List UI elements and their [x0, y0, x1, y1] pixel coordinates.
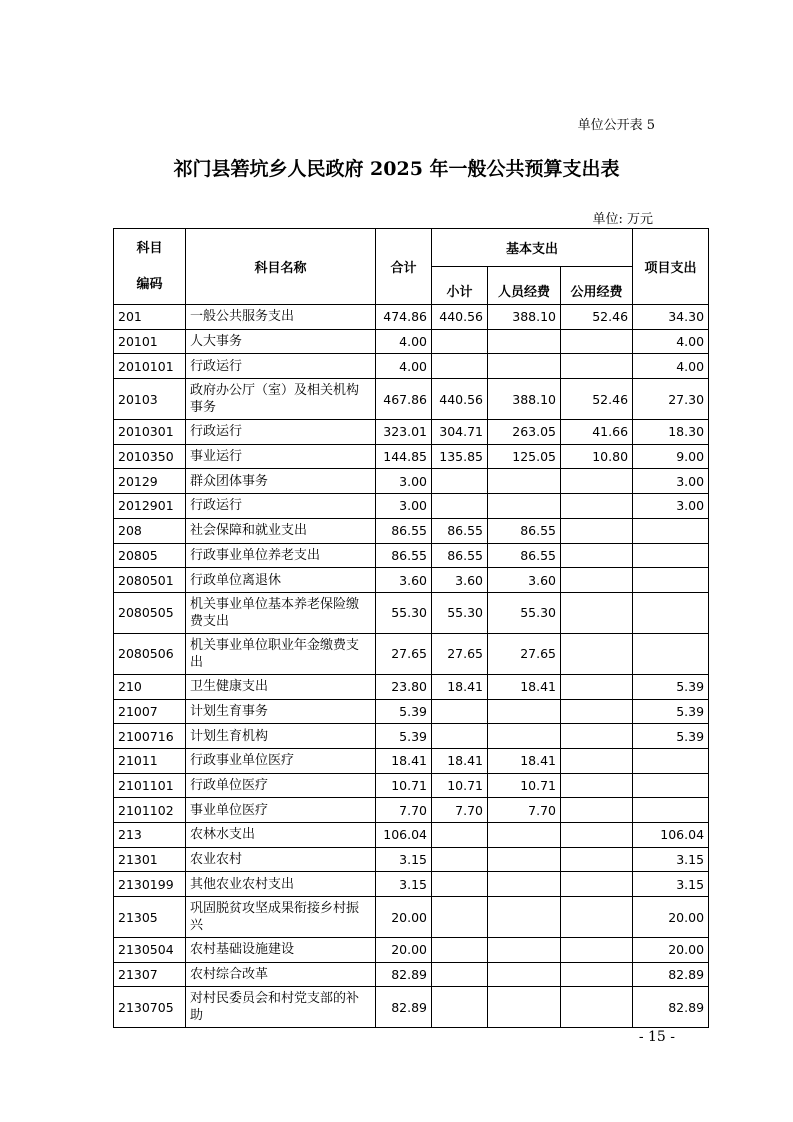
cell-code: 21011: [114, 748, 186, 773]
cell-code: 2100716: [114, 724, 186, 749]
cell-name: 农业农村: [186, 847, 376, 872]
cell-public: [561, 699, 633, 724]
cell-project: 82.89: [633, 962, 709, 987]
cell-subtotal: 86.55: [432, 543, 488, 568]
cell-project: 3.00: [633, 494, 709, 519]
cell-name: 一般公共服务支出: [186, 305, 376, 330]
budget-table: [113, 228, 709, 1028]
cell-subtotal: [432, 724, 488, 749]
cell-total: 3.15: [376, 872, 432, 897]
table-row: [114, 543, 709, 568]
cell-name: 人大事务: [186, 329, 376, 354]
cell-public: [561, 592, 633, 633]
form-number: 单位公开表 5: [577, 118, 655, 133]
cell-personnel: 125.05: [488, 444, 561, 469]
cell-name: 行政事业单位养老支出: [186, 543, 376, 568]
header-code-bottom: 编码: [136, 276, 163, 292]
cell-code: 2010350: [114, 444, 186, 469]
cell-project: [633, 592, 709, 633]
cell-project: 4.00: [633, 329, 709, 354]
table-row: [114, 469, 709, 494]
table-row: [114, 773, 709, 798]
table-row: [114, 444, 709, 469]
table-row: [114, 798, 709, 823]
cell-project: [633, 798, 709, 823]
cell-code: 2130199: [114, 872, 186, 897]
cell-name: 行政单位离退休: [186, 568, 376, 593]
cell-public: 41.66: [561, 420, 633, 445]
cell-name: 农林水支出: [186, 823, 376, 848]
table-row: [114, 568, 709, 593]
table-row: [114, 379, 709, 420]
cell-subtotal: [432, 962, 488, 987]
cell-total: 55.30: [376, 592, 432, 633]
cell-public: [561, 962, 633, 987]
cell-total: 106.04: [376, 823, 432, 848]
table-row: [114, 897, 709, 938]
cell-total: 86.55: [376, 543, 432, 568]
cell-project: 5.39: [633, 674, 709, 699]
cell-name: 计划生育机构: [186, 724, 376, 749]
cell-name: 行政运行: [186, 420, 376, 445]
cell-project: 3.15: [633, 872, 709, 897]
cell-total: 82.89: [376, 987, 432, 1028]
cell-code: 21307: [114, 962, 186, 987]
cell-personnel: 86.55: [488, 518, 561, 543]
cell-subtotal: [432, 987, 488, 1028]
cell-public: [561, 724, 633, 749]
table-row: [114, 633, 709, 674]
header-code: [114, 229, 186, 305]
cell-public: 10.80: [561, 444, 633, 469]
table-row: [114, 699, 709, 724]
cell-name: 机关事业单位基本养老保险缴费支出: [186, 592, 376, 633]
table-row: [114, 962, 709, 987]
page-title: 祁门县箬坑乡人民政府 2025 年一般公共预算支出表: [173, 158, 620, 180]
cell-code: 2130504: [114, 938, 186, 963]
cell-personnel: 3.60: [488, 568, 561, 593]
cell-subtotal: [432, 469, 488, 494]
cell-code: 21301: [114, 847, 186, 872]
cell-personnel: [488, 897, 561, 938]
cell-code: 20805: [114, 543, 186, 568]
cell-code: 213: [114, 823, 186, 848]
cell-code: 21007: [114, 699, 186, 724]
cell-total: 23.80: [376, 674, 432, 699]
cell-personnel: [488, 938, 561, 963]
cell-name: 行政单位医疗: [186, 773, 376, 798]
cell-code: 20103: [114, 379, 186, 420]
cell-subtotal: 55.30: [432, 592, 488, 633]
unit-label: 单位: 万元: [592, 212, 653, 227]
cell-total: 10.71: [376, 773, 432, 798]
cell-name: 群众团体事务: [186, 469, 376, 494]
cell-subtotal: [432, 897, 488, 938]
cell-name: 计划生育事务: [186, 699, 376, 724]
cell-subtotal: [432, 699, 488, 724]
cell-subtotal: 27.65: [432, 633, 488, 674]
cell-public: [561, 847, 633, 872]
cell-personnel: 18.41: [488, 674, 561, 699]
cell-code: 2080506: [114, 633, 186, 674]
cell-total: 5.39: [376, 699, 432, 724]
cell-subtotal: [432, 329, 488, 354]
cell-total: 7.70: [376, 798, 432, 823]
cell-code: 2101101: [114, 773, 186, 798]
cell-public: [561, 568, 633, 593]
cell-personnel: [488, 987, 561, 1028]
table-row: [114, 823, 709, 848]
table-row: [114, 420, 709, 445]
table-row: [114, 518, 709, 543]
cell-subtotal: [432, 494, 488, 519]
cell-total: 5.39: [376, 724, 432, 749]
cell-subtotal: [432, 847, 488, 872]
cell-public: [561, 872, 633, 897]
header-basic: 基本支出: [432, 229, 633, 267]
cell-name: 政府办公厅（室）及相关机构事务: [186, 379, 376, 420]
cell-name: 机关事业单位职业年金缴费支出: [186, 633, 376, 674]
table-row: [114, 494, 709, 519]
cell-project: [633, 543, 709, 568]
cell-code: 21305: [114, 897, 186, 938]
cell-project: 34.30: [633, 305, 709, 330]
cell-name: 事业单位医疗: [186, 798, 376, 823]
cell-project: 82.89: [633, 987, 709, 1028]
cell-name: 农村基础设施建设: [186, 938, 376, 963]
cell-total: 86.55: [376, 518, 432, 543]
cell-code: 201: [114, 305, 186, 330]
cell-public: [561, 938, 633, 963]
cell-subtotal: 440.56: [432, 305, 488, 330]
cell-name: 卫生健康支出: [186, 674, 376, 699]
table-row: [114, 354, 709, 379]
cell-personnel: [488, 962, 561, 987]
cell-personnel: 388.10: [488, 305, 561, 330]
cell-project: 20.00: [633, 938, 709, 963]
cell-personnel: [488, 494, 561, 519]
cell-total: 82.89: [376, 962, 432, 987]
cell-name: 行政运行: [186, 354, 376, 379]
cell-public: [561, 987, 633, 1028]
cell-total: 3.00: [376, 469, 432, 494]
cell-total: 20.00: [376, 938, 432, 963]
cell-code: 2080505: [114, 592, 186, 633]
cell-code: 210: [114, 674, 186, 699]
cell-public: [561, 823, 633, 848]
table-header: [114, 229, 709, 305]
cell-personnel: 55.30: [488, 592, 561, 633]
cell-subtotal: 86.55: [432, 518, 488, 543]
table-row: [114, 938, 709, 963]
cell-personnel: 388.10: [488, 379, 561, 420]
cell-subtotal: 135.85: [432, 444, 488, 469]
cell-code: 2130705: [114, 987, 186, 1028]
cell-personnel: [488, 469, 561, 494]
cell-personnel: 86.55: [488, 543, 561, 568]
cell-subtotal: [432, 938, 488, 963]
cell-subtotal: 18.41: [432, 674, 488, 699]
cell-subtotal: 18.41: [432, 748, 488, 773]
cell-public: [561, 494, 633, 519]
cell-public: 52.46: [561, 379, 633, 420]
cell-code: 2101102: [114, 798, 186, 823]
table-row: [114, 724, 709, 749]
cell-code: 20101: [114, 329, 186, 354]
cell-personnel: 10.71: [488, 773, 561, 798]
table-row: [114, 592, 709, 633]
cell-total: 467.86: [376, 379, 432, 420]
cell-name: 行政事业单位医疗: [186, 748, 376, 773]
cell-name: 其他农业农村支出: [186, 872, 376, 897]
table-row: [114, 987, 709, 1028]
cell-project: 5.39: [633, 724, 709, 749]
cell-project: 5.39: [633, 699, 709, 724]
cell-code: 2080501: [114, 568, 186, 593]
cell-personnel: 27.65: [488, 633, 561, 674]
cell-subtotal: 440.56: [432, 379, 488, 420]
cell-personnel: 18.41: [488, 748, 561, 773]
page-number: - 15 -: [638, 1029, 675, 1045]
cell-personnel: [488, 872, 561, 897]
cell-subtotal: [432, 823, 488, 848]
cell-total: 3.60: [376, 568, 432, 593]
cell-project: 9.00: [633, 444, 709, 469]
table-row: [114, 872, 709, 897]
cell-project: 106.04: [633, 823, 709, 848]
cell-personnel: [488, 699, 561, 724]
cell-name: 对村民委员会和村党支部的补助: [186, 987, 376, 1028]
cell-project: 18.30: [633, 420, 709, 445]
cell-total: 474.86: [376, 305, 432, 330]
cell-public: [561, 748, 633, 773]
cell-public: [561, 329, 633, 354]
cell-project: [633, 568, 709, 593]
cell-public: [561, 518, 633, 543]
cell-total: 20.00: [376, 897, 432, 938]
table-row: [114, 748, 709, 773]
cell-personnel: 263.05: [488, 420, 561, 445]
cell-project: [633, 633, 709, 674]
header-code-top: 科目: [136, 240, 163, 256]
cell-public: [561, 633, 633, 674]
cell-project: [633, 748, 709, 773]
cell-public: [561, 798, 633, 823]
cell-name: 行政运行: [186, 494, 376, 519]
cell-project: 3.15: [633, 847, 709, 872]
cell-name: 巩固脱贫攻坚成果衔接乡村振兴: [186, 897, 376, 938]
cell-code: 2010301: [114, 420, 186, 445]
cell-total: 18.41: [376, 748, 432, 773]
cell-code: 2012901: [114, 494, 186, 519]
header-total: 合计: [376, 229, 432, 305]
cell-public: [561, 897, 633, 938]
cell-personnel: [488, 354, 561, 379]
cell-personnel: [488, 847, 561, 872]
cell-public: [561, 674, 633, 699]
cell-project: 27.30: [633, 379, 709, 420]
cell-public: [561, 469, 633, 494]
header-name: 科目名称: [186, 229, 376, 305]
table-row: [114, 329, 709, 354]
cell-subtotal: 304.71: [432, 420, 488, 445]
cell-code: 2010101: [114, 354, 186, 379]
header-public: 公用经费: [561, 267, 633, 305]
header-personnel: 人员经费: [488, 267, 561, 305]
cell-code: 20129: [114, 469, 186, 494]
cell-subtotal: [432, 872, 488, 897]
cell-subtotal: 7.70: [432, 798, 488, 823]
cell-name: 社会保障和就业支出: [186, 518, 376, 543]
cell-total: 323.01: [376, 420, 432, 445]
cell-total: 3.00: [376, 494, 432, 519]
cell-total: 4.00: [376, 329, 432, 354]
cell-project: 20.00: [633, 897, 709, 938]
header-project: 项目支出: [633, 229, 709, 305]
cell-project: [633, 518, 709, 543]
table-row: [114, 305, 709, 330]
cell-subtotal: 10.71: [432, 773, 488, 798]
cell-public: [561, 773, 633, 798]
table-row: [114, 674, 709, 699]
cell-project: 4.00: [633, 354, 709, 379]
table-body: [114, 305, 709, 1028]
cell-personnel: 7.70: [488, 798, 561, 823]
cell-total: 144.85: [376, 444, 432, 469]
cell-personnel: [488, 823, 561, 848]
cell-public: 52.46: [561, 305, 633, 330]
cell-subtotal: [432, 354, 488, 379]
cell-personnel: [488, 724, 561, 749]
cell-name: 农村综合改革: [186, 962, 376, 987]
cell-project: 3.00: [633, 469, 709, 494]
table-row: [114, 847, 709, 872]
cell-code: 208: [114, 518, 186, 543]
header-subtotal: 小计: [432, 267, 488, 305]
cell-subtotal: 3.60: [432, 568, 488, 593]
cell-total: 3.15: [376, 847, 432, 872]
cell-public: [561, 354, 633, 379]
cell-total: 4.00: [376, 354, 432, 379]
cell-personnel: [488, 329, 561, 354]
cell-project: [633, 773, 709, 798]
cell-name: 事业运行: [186, 444, 376, 469]
cell-public: [561, 543, 633, 568]
cell-total: 27.65: [376, 633, 432, 674]
